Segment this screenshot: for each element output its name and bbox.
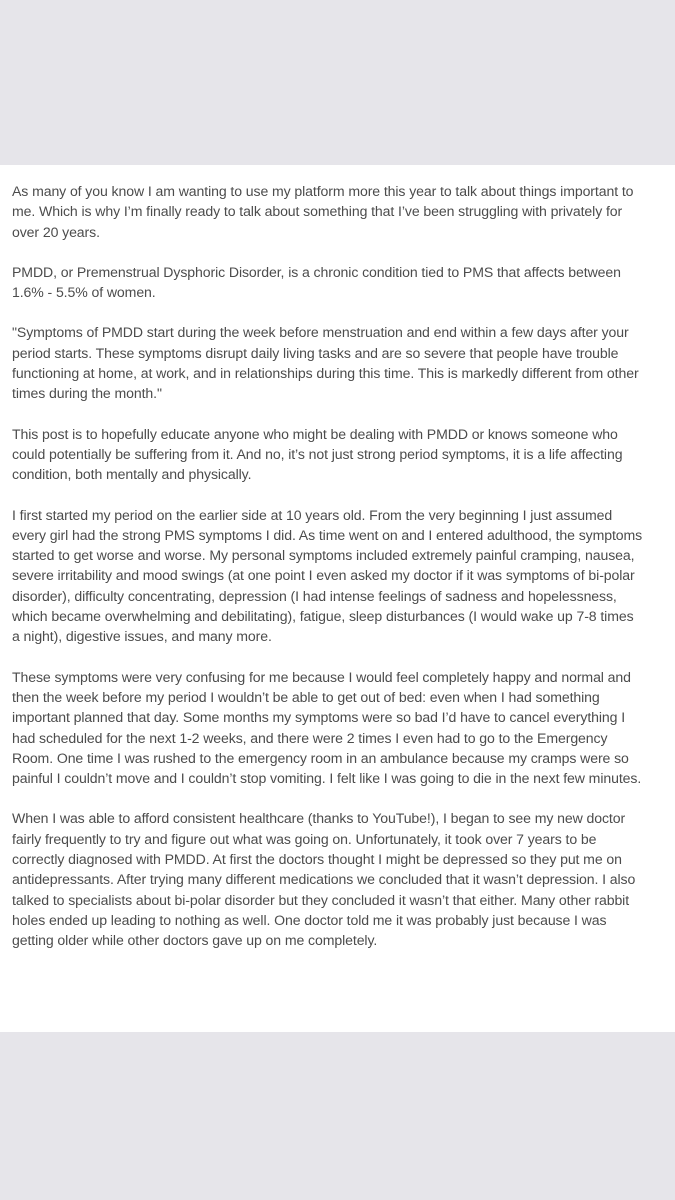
- post-paragraph-pmdd-definition: PMDD, or Premenstrual Dysphoric Disorder, is a chronic condition tied to PMS that affects between 1.6% - 5.5% of women.: [12, 263, 621, 301]
- bottom-background: [0, 1032, 675, 1200]
- post-paragraph-symptoms-quote: "Symptoms of PMDD start during the week before menstruation and end within a few days after your period starts. These symptoms disrupt daily living tasks and are so severe that people have trouble functioning at home, at work, and in relationships during this time. This is markedly different from other times during the month.": [12, 324, 639, 402]
- post-text-card: [0, 165, 675, 1032]
- post-paragraph-personal-history: I first started my period on the earlier side at 10 years old. From the very beginning I just assumed every girl had the strong PMS symptoms I did. As time went on and I entered adulthood, the symptoms started to get worse and worse. My personal symptoms included extremely painful cramping, nausea, severe irritability and mood swings (at one point I even asked my doctor if it was symptoms of bi-polar disorder), difficulty concentrating, depression (I had intense feelings of sadness and hopelessness, which became overwhelming and debilitating), fatigue, sleep disturbances (I would wake up 7-8 times a night), digestive issues, and many more.: [12, 506, 643, 645]
- post-paragraph-diagnosis: When I was able to afford consistent healthcare (thanks to YouTube!), I began to see my new doctor fairly frequently to try and figure out what was going on. Unfortunately, it took over 7 years to be correctly diagnosed with PMDD. At first the doctors thought I might be depressed so they put me on antidepressants. After trying many different medications we concluded that it wasn’t depression. I also talked to specialists about bi-polar disorder but they concluded it wasn’t that either. Many other rabbit holes ended up leading to nothing as well. One doctor told me it was probably just because I was getting older while other doctors gave up on me completely.: [12, 810, 636, 949]
- post-paragraph-purpose: This post is to hopefully educate anyone who might be dealing with PMDD or knows someone who could potentially be suffering from it. And no, it’s not just strong period symptoms, it is a life affecting condition, both mentally and physically.: [12, 425, 623, 483]
- post-paragraph-intro: As many of you know I am wanting to use my platform more this year to talk about things important to me. Which is why I’m finally ready to talk about something that I’ve been struggling with privately for over 20 years.: [12, 183, 634, 240]
- post-paragraph-confusing-symptoms: These symptoms were very confusing for me because I would feel completely happy and normal and then the week before my period I wouldn’t be able to get out of bed: even when I had something important planned that day. Some months my symptoms were so bad I’d have to cancel everything I had scheduled for the next 1-2 weeks, and there were 2 times I even had to go to the Emergency Room. One time I was rushed to the emergency room in an ambulance because my cramps were so painful I couldn’t move and I couldn’t stop vomiting. I felt like I was going to die in the next few minutes.: [12, 668, 642, 787]
- top-background: [0, 0, 675, 165]
